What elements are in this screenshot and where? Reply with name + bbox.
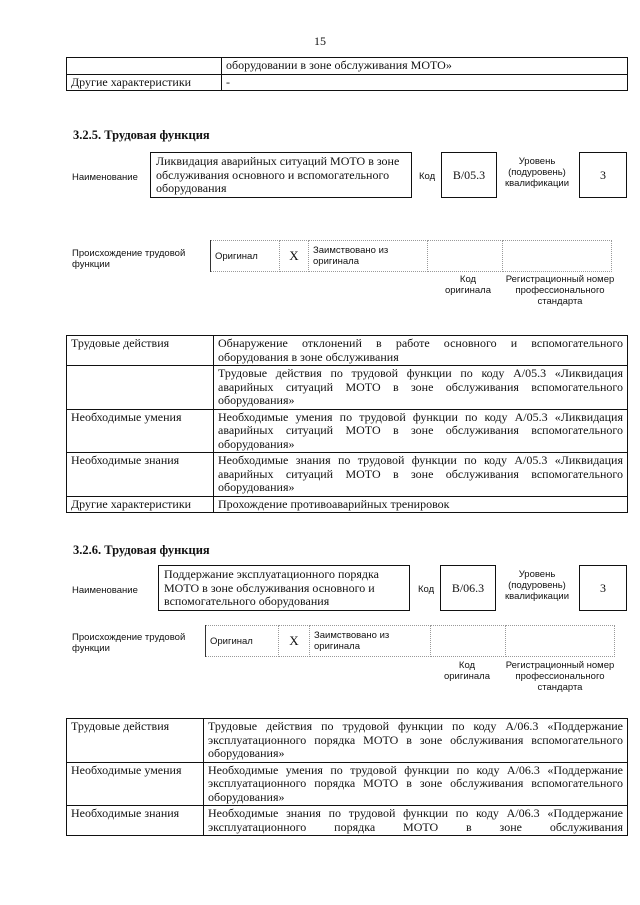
row-text: Прохождение противоаварийных тренировок [214, 496, 628, 513]
row-text: Обнаружение отклонений в работе основного и вспомогательного оборудования в зоне обслуживания [214, 336, 628, 366]
reg-number-caption: Регистрационный номер профессионального стандарта [505, 660, 615, 693]
table-row [67, 336, 628, 366]
row-label: Необходимые умения [67, 762, 204, 806]
section-table [66, 335, 628, 513]
code-label: Код [418, 584, 435, 595]
original-label: Оригинал [206, 626, 279, 657]
function-name-box: Поддержание эксплуатационного порядка МОТО в зоне обслуживания основного и вспомогательного оборудования [158, 565, 410, 611]
origin-label: Происхождение трудовой функции [72, 632, 186, 654]
level-box: 3 [579, 565, 627, 611]
section-title: 3.2.5. Трудовая функция [73, 128, 210, 142]
row-label: Необходимые знания [67, 453, 214, 497]
table-row [67, 719, 628, 763]
name-label: Наименование [72, 585, 138, 596]
borrowed-label: Заимствовано из оригинала [309, 241, 428, 272]
table-row [67, 496, 628, 513]
origin-table [205, 625, 615, 657]
table-row [67, 409, 628, 453]
row-label [67, 366, 214, 410]
row-text: Необходимые умения по трудовой функции по коду А/05.3 «Ликвидация аварийных ситуаций МОТО в зоне обслуживания вспомогательного оборудования» [214, 409, 628, 453]
row-label: Трудовые действия [67, 719, 204, 763]
row-label: Необходимые умения [67, 409, 214, 453]
function-code-box: B/06.3 [440, 565, 496, 611]
row-text: Трудовые действия по трудовой функции по коду А/06.3 «Поддержание эксплуатационного порядка МОТО в зоне обслуживания вспомогательного оборудования» [204, 719, 628, 763]
code-label: Код [419, 171, 436, 182]
row-text: Необходимые умения по трудовой функции по коду А/06.3 «Поддержание эксплуатационного порядка МОТО в зоне обслуживания вспомогательного оборудования» [204, 762, 628, 806]
origin-code-caption: Код оригинала [443, 660, 490, 682]
borrowed-label: Заимствовано из оригинала [310, 626, 431, 657]
reg-number-cell [506, 626, 615, 657]
table-row [67, 762, 628, 806]
table-row [67, 58, 628, 75]
origin-code-cell [431, 626, 506, 657]
level-label: Уровень (подуровень) квалификации [504, 569, 570, 602]
top-table [66, 57, 628, 91]
origin-code-caption: Код оригинала [444, 274, 491, 296]
function-code-box: B/05.3 [441, 152, 497, 198]
row-label: Необходимые знания [67, 806, 204, 836]
origin-table [210, 240, 612, 272]
table-row [67, 806, 628, 836]
row-label: Другие характеристики [67, 496, 214, 513]
page-number: 15 [314, 34, 326, 48]
table-row [67, 366, 628, 410]
reg-number-caption: Регистрационный номер профессионального стандарта [505, 274, 615, 307]
function-name-box: Ликвидация аварийных ситуаций МОТО в зоне обслуживания основного и вспомогательного оборудования [150, 152, 412, 198]
row-text: Необходимые знания по трудовой функции по коду А/06.3 «Поддержание эксплуатационного порядка МОТО в зоне обслуживания [204, 806, 628, 836]
table-cell: оборудовании в зоне обслуживания МОТО» [222, 58, 628, 75]
reg-number-cell [503, 241, 612, 272]
original-mark: X [280, 241, 309, 272]
row-label: Другие характеристики [67, 74, 222, 91]
row-label: Трудовые действия [67, 336, 214, 366]
table-row [67, 74, 628, 91]
original-label: Оригинал [211, 241, 280, 272]
row-text: Трудовые действия по трудовой функции по коду А/05.3 «Ликвидация аварийных ситуаций МОТО в зоне обслуживания вспомогательного оборудования» [214, 366, 628, 410]
origin-code-cell [428, 241, 503, 272]
name-label: Наименование [72, 172, 138, 183]
level-box: 3 [579, 152, 627, 198]
row-text: Необходимые знания по трудовой функции по коду А/05.3 «Ликвидация аварийных ситуаций МОТО в зоне обслуживания вспомогательного оборудования» [214, 453, 628, 497]
row-value: - [222, 74, 628, 91]
origin-label: Происхождение трудовой функции [72, 248, 186, 270]
original-mark: X [279, 626, 310, 657]
table-row [67, 453, 628, 497]
level-label: Уровень (подуровень) квалификации [504, 156, 570, 189]
section-title: 3.2.6. Трудовая функция [73, 543, 210, 557]
table-cell-empty [67, 58, 222, 75]
section-table [66, 718, 628, 836]
